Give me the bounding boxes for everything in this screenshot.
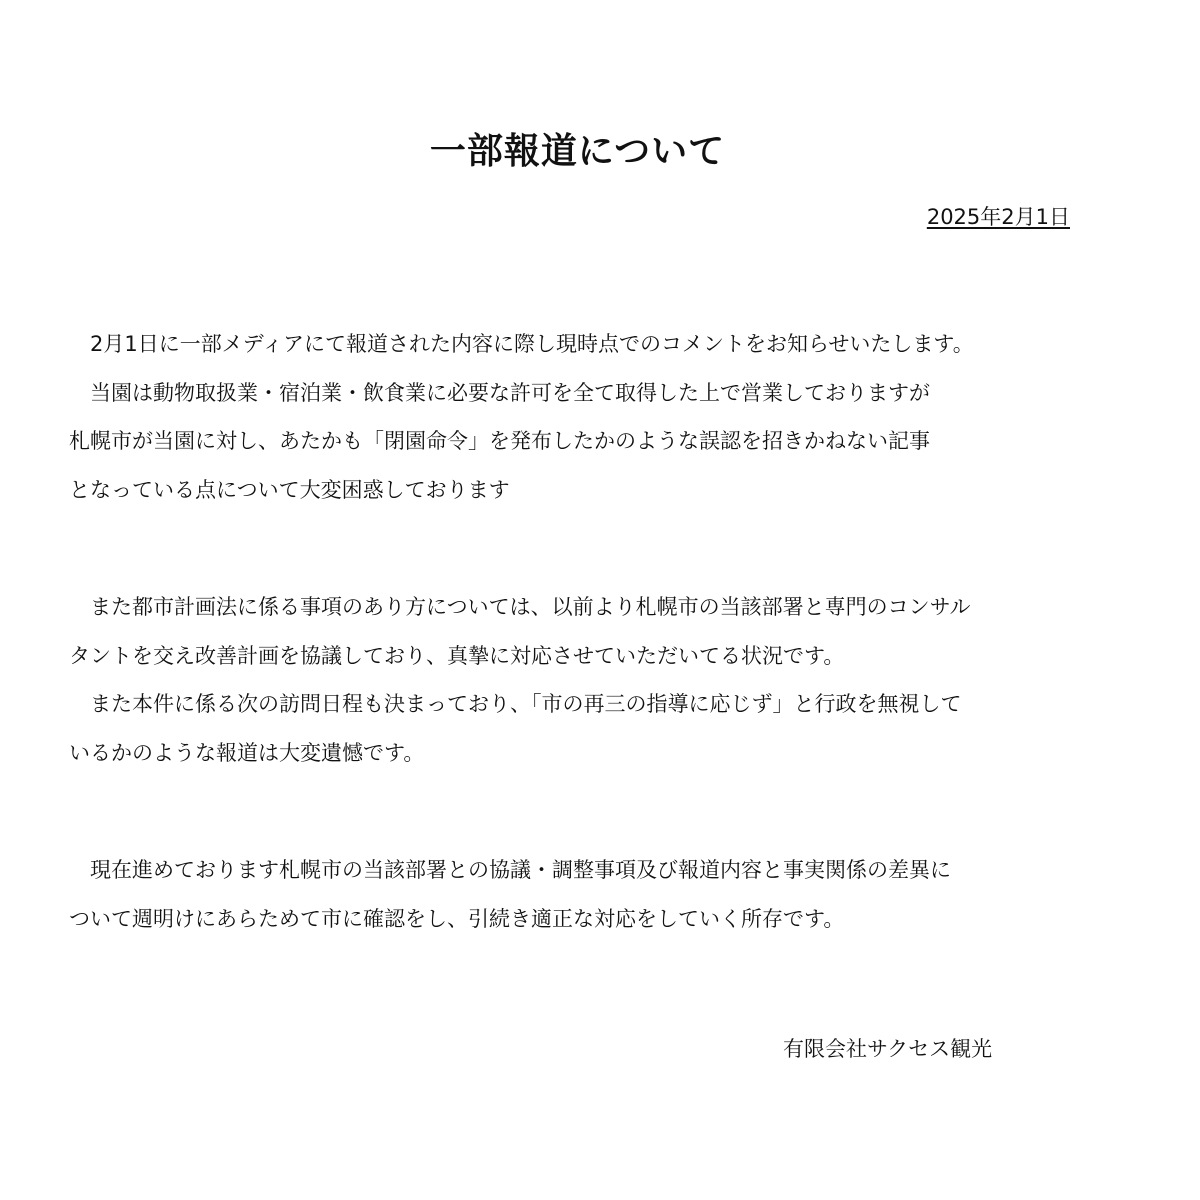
paragraph-line: また都市計画法に係る事項のあり方については、以前より札幌市の当該部署と専門のコンサル [90, 595, 971, 619]
paragraph-3 [69, 846, 1109, 943]
paragraph-2 [69, 583, 1109, 777]
paragraph-line: 札幌市が当園に対し、あたかも「閉園命令」を発布したかのような誤認を招きかねない記事 [69, 429, 930, 453]
company-signature: 有限会社サクセス観光 [783, 1037, 993, 1061]
paragraph-1 [69, 320, 1109, 514]
paragraph-line: タントを交え改善計画を協議しており、真摯に対応させていただいてる状況です。 [69, 643, 845, 668]
paragraph-line: いるかのような報道は大変遺憾です。 [69, 740, 425, 765]
paragraph-line: 当園は動物取扱業・宿泊業・飲食業に必要な許可を全て取得した上で営業しておりますが [90, 380, 930, 405]
paragraph-line: また本件に係る次の訪問日程も決まっており、「市の再三の指導に応じず」と行政を無視して [90, 692, 962, 716]
paragraph-line: 現在進めております札幌市の当該部署との協議・調整事項及び報道内容と事実関係の差異に [90, 858, 951, 882]
paragraph-line: となっている点について大変困惑しております [69, 477, 510, 502]
document-date: 2025年2月1日 [926, 205, 1070, 229]
paragraph-line: ついて週明けにあらためて市に確認をし、引続き適正な対応をしていく所存です。 [69, 906, 845, 931]
paragraph-line: 2月1日に一部メディアにて報道された内容に際し現時点でのコメントをお知らせいたします。 [90, 332, 974, 356]
document-title: 一部報道について [429, 131, 726, 172]
